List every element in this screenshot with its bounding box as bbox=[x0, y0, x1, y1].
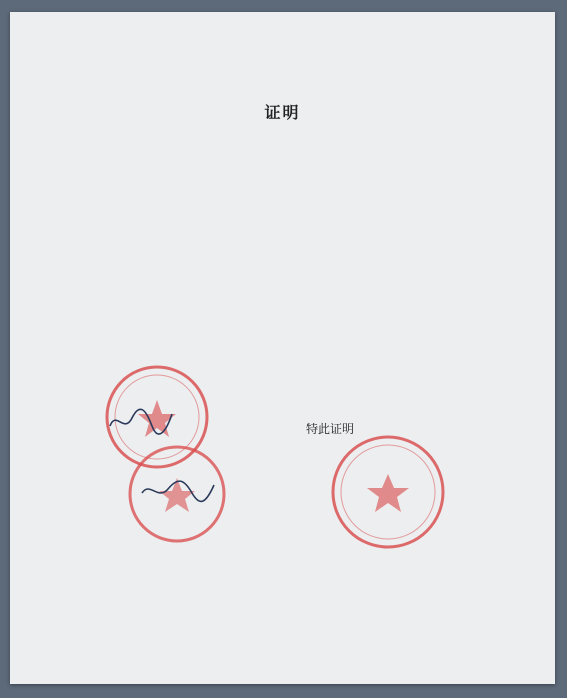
document-title: 证明 bbox=[264, 103, 301, 122]
signature-left bbox=[106, 406, 176, 436]
official-seal-village bbox=[328, 432, 448, 552]
certificate-page bbox=[10, 12, 555, 684]
signature-right bbox=[138, 475, 218, 505]
closing-statement: 特此证明 bbox=[306, 422, 355, 436]
